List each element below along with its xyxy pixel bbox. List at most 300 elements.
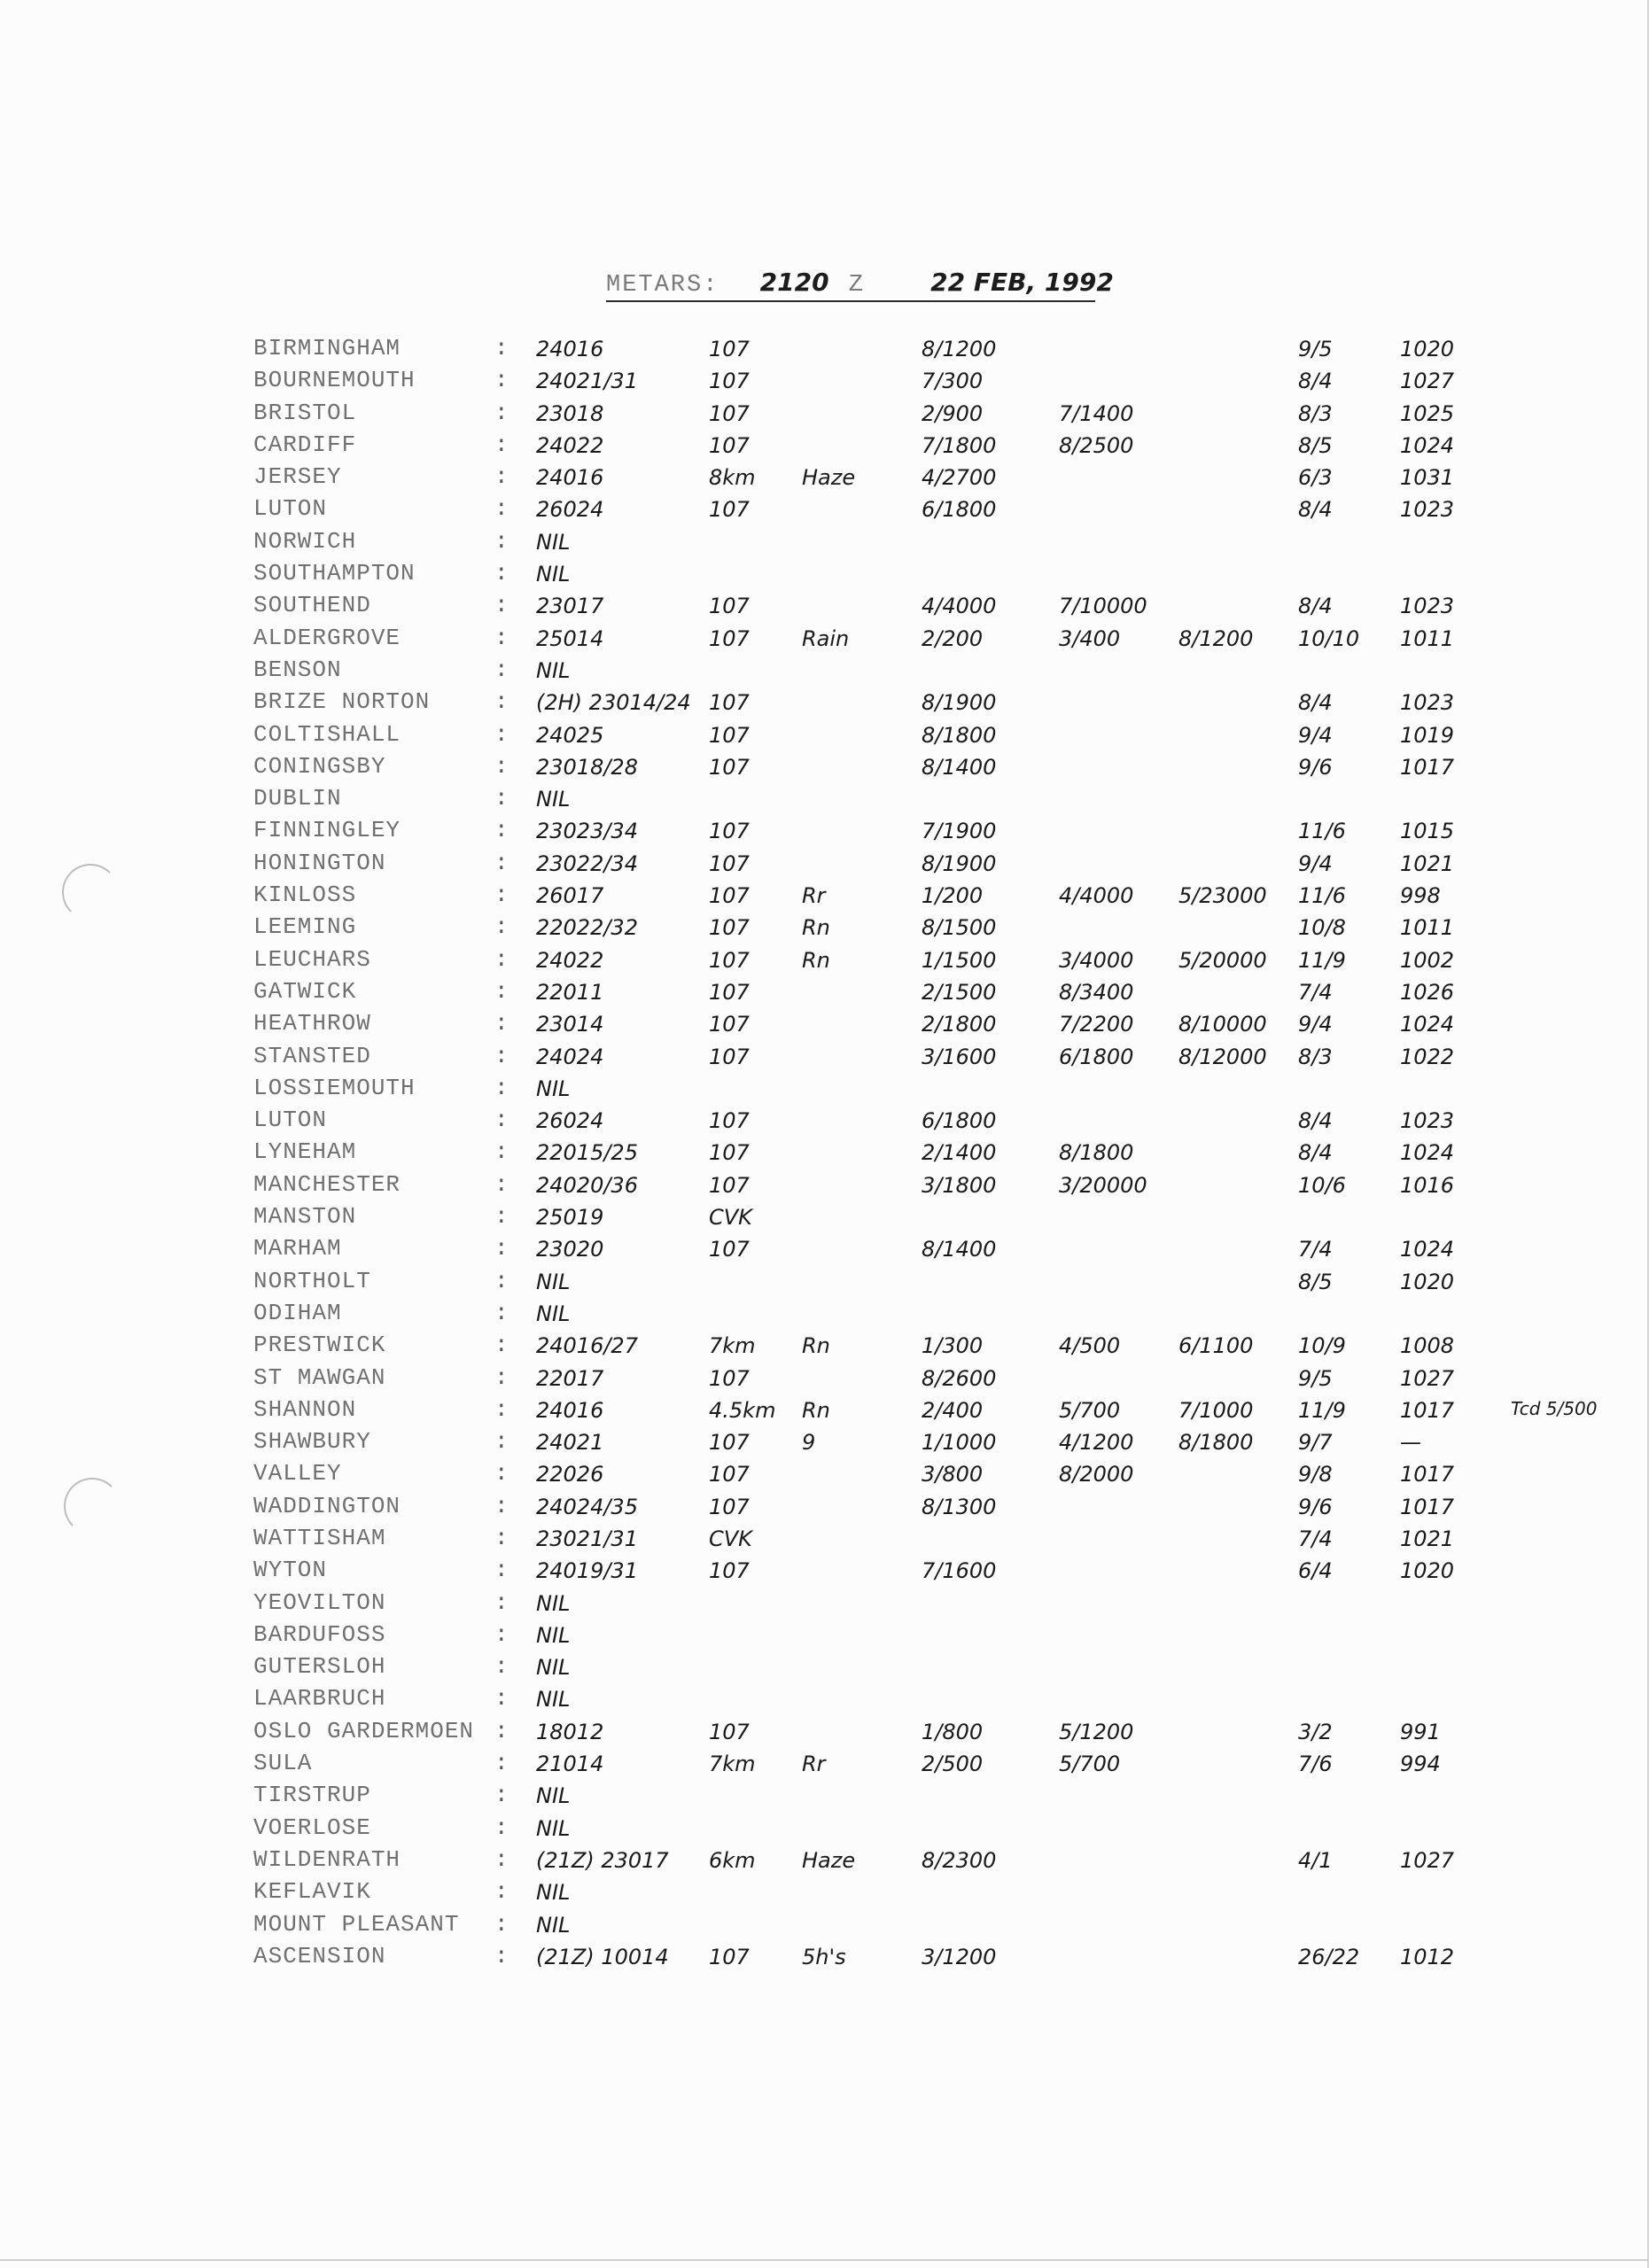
cloud-group-2: 4/1200	[1059, 1430, 1134, 1456]
wind-value: NIL	[536, 1269, 571, 1294]
visibility-value: 107	[709, 947, 750, 973]
temp-dewpoint-value: 6/3	[1298, 465, 1333, 491]
temp-dewpoint-value: 6/4	[1298, 1558, 1333, 1584]
metar-row	[0, 1138, 1649, 1170]
wind-value: 26024	[536, 497, 604, 523]
station-name: BARDUFOSS	[253, 1620, 386, 1648]
separator-colon: :	[494, 560, 509, 587]
separator-colon: :	[494, 1524, 509, 1551]
cloud-group-2: 6/1800	[1059, 1044, 1134, 1069]
separator-colon: :	[494, 431, 509, 458]
separator-colon: :	[494, 752, 509, 780]
visibility-value: 107	[709, 497, 750, 523]
visibility-value: 107	[709, 979, 750, 1005]
visibility-value: 107	[709, 883, 750, 909]
qnh-value: 1027	[1400, 1847, 1455, 1873]
qnh-value: 1023	[1400, 594, 1455, 619]
temp-dewpoint-value: 7/4	[1298, 1526, 1333, 1551]
separator-colon: :	[494, 1620, 509, 1648]
temp-dewpoint-value: 9/4	[1298, 722, 1333, 748]
visibility-value: 7km	[709, 1751, 756, 1777]
station-name: BRISTOL	[253, 399, 357, 426]
temp-dewpoint-value: 3/2	[1298, 1719, 1333, 1744]
station-name: JERSEY	[253, 463, 342, 491]
separator-colon: :	[494, 1170, 509, 1198]
temp-dewpoint-value: 9/5	[1298, 337, 1333, 361]
cloud-group-2: 4/4000	[1059, 883, 1134, 909]
weather-value: Rn	[802, 915, 830, 941]
station-name: WATTISHAM	[253, 1524, 386, 1551]
visibility-value: 107	[709, 850, 750, 876]
qnh-value: 1021	[1400, 850, 1455, 876]
visibility-value: 107	[709, 1172, 750, 1198]
visibility-value: 107	[709, 1140, 750, 1166]
station-name: BRIZE NORTON	[253, 688, 431, 716]
metar-row	[0, 367, 1649, 399]
temp-dewpoint-value: 7/4	[1298, 1237, 1333, 1262]
weather-value: 5h's	[802, 1944, 846, 1969]
separator-colon: :	[494, 882, 509, 909]
cloud-group-2: 4/500	[1059, 1333, 1121, 1359]
wind-value: 23021/31	[536, 1526, 638, 1551]
qnh-value: 1008	[1400, 1333, 1455, 1359]
wind-value: 22011	[536, 979, 604, 1005]
station-name: HEATHROW	[253, 1010, 371, 1037]
wind-value: 24016	[536, 1397, 604, 1423]
wind-value: (21Z) 10014	[536, 1944, 669, 1969]
wind-value: 22017	[536, 1365, 604, 1391]
cloud-group-1: 4/2700	[922, 465, 997, 491]
station-name: TIRSTRUP	[253, 1782, 371, 1809]
visibility-value: 107	[709, 754, 750, 780]
metar-row	[0, 1943, 1649, 1975]
qnh-value: 1020	[1400, 1558, 1455, 1584]
separator-colon: :	[494, 1332, 509, 1359]
metar-row	[0, 1203, 1649, 1235]
cloud-group-2: 7/1400	[1059, 400, 1134, 426]
cloud-group-2: 8/1800	[1059, 1140, 1134, 1166]
wind-value: NIL	[536, 657, 571, 683]
metar-row	[0, 1846, 1649, 1878]
wind-value: (21Z) 23017	[536, 1847, 669, 1873]
station-name: WILDENRATH	[253, 1845, 401, 1873]
station-name: CONINGSBY	[253, 752, 386, 780]
wind-value: 26024	[536, 1108, 604, 1134]
cloud-group-2: 3/4000	[1059, 947, 1134, 973]
separator-colon: :	[494, 1010, 509, 1037]
qnh-value: 1027	[1400, 1365, 1455, 1391]
temp-dewpoint-value: 8/4	[1298, 690, 1333, 716]
metar-row	[0, 1268, 1649, 1300]
metar-row	[0, 1300, 1649, 1332]
qnh-value: 1025	[1400, 400, 1455, 426]
qnh-value: 1016	[1400, 1172, 1455, 1198]
metar-row	[0, 1171, 1649, 1203]
cloud-group-1: 2/1400	[922, 1140, 997, 1166]
cloud-group-1: 6/1800	[922, 497, 997, 523]
metar-row	[0, 592, 1649, 624]
cloud-group-2: 5/700	[1059, 1397, 1121, 1423]
station-name: GUTERSLOH	[253, 1653, 386, 1681]
station-name: CARDIFF	[253, 431, 357, 458]
station-name: YEOVILTON	[253, 1588, 386, 1616]
visibility-value: 107	[709, 1365, 750, 1391]
metar-row	[0, 463, 1649, 495]
visibility-value: 107	[709, 1237, 750, 1262]
station-name: SHANNON	[253, 1395, 357, 1423]
cloud-group-1: 3/1200	[922, 1944, 997, 1969]
cloud-group-1: 8/1400	[922, 754, 997, 780]
cloud-group-2: 5/700	[1059, 1751, 1121, 1777]
metar-row	[0, 1750, 1649, 1782]
station-name: LEEMING	[253, 913, 357, 941]
visibility-value: 107	[709, 1944, 750, 1969]
cloud-group-3: 5/20000	[1178, 947, 1267, 973]
station-name: ASCENSION	[253, 1942, 386, 1969]
metar-row	[0, 817, 1649, 849]
wind-value: 23020	[536, 1237, 604, 1262]
metar-row	[0, 688, 1649, 720]
separator-colon: :	[494, 1460, 509, 1487]
cloud-group-1: 8/1400	[922, 1237, 997, 1262]
station-name: GATWICK	[253, 977, 357, 1005]
metar-row	[0, 528, 1649, 560]
metar-row	[0, 753, 1649, 785]
document-title	[606, 268, 1114, 307]
cloud-group-3: 5/23000	[1178, 883, 1267, 909]
cloud-group-2: 7/10000	[1059, 594, 1147, 619]
qnh-value: 1015	[1400, 819, 1455, 844]
station-name: BIRMINGHAM	[253, 335, 401, 361]
qnh-value: 1023	[1400, 690, 1455, 716]
wind-value: 24024/35	[536, 1494, 638, 1519]
metar-row	[0, 1043, 1649, 1075]
separator-colon: :	[494, 817, 509, 844]
metar-row	[0, 1107, 1649, 1138]
station-name: NORWICH	[253, 527, 357, 555]
cloud-group-3: 8/10000	[1178, 1012, 1267, 1037]
station-name: NORTHOLT	[253, 1267, 371, 1294]
cloud-group-1: 6/1800	[922, 1108, 997, 1134]
wind-value: NIL	[536, 1815, 571, 1841]
cloud-group-1: 2/500	[922, 1751, 984, 1777]
visibility-value: 107	[709, 594, 750, 619]
visibility-value: 107	[709, 1719, 750, 1744]
weather-value: 9	[802, 1430, 816, 1456]
wind-value: 24021	[536, 1430, 604, 1456]
temp-dewpoint-value: 8/3	[1298, 1044, 1333, 1069]
qnh-value: 1022	[1400, 1044, 1455, 1069]
cloud-group-1: 1/300	[922, 1333, 984, 1359]
station-name: WADDINGTON	[253, 1492, 401, 1519]
station-name: KINLOSS	[253, 882, 357, 909]
visibility-value: 107	[709, 690, 750, 716]
wind-value: 24016	[536, 337, 604, 361]
wind-value: NIL	[536, 562, 571, 587]
temp-dewpoint-value: 8/4	[1298, 1140, 1333, 1166]
separator-colon: :	[494, 849, 509, 876]
metar-row	[0, 1525, 1649, 1557]
visibility-value: 107	[709, 1108, 750, 1134]
visibility-value: 6km	[709, 1847, 756, 1873]
separator-colon: :	[494, 1782, 509, 1809]
separator-colon: :	[494, 1203, 509, 1231]
station-name: BENSON	[253, 656, 342, 683]
visibility-value: 107	[709, 722, 750, 748]
wind-value: NIL	[536, 1076, 571, 1101]
cloud-group-2: 8/3400	[1059, 979, 1134, 1005]
station-name: LUTON	[253, 495, 328, 523]
station-name: LUTON	[253, 1107, 328, 1134]
wind-value: 24024	[536, 1044, 604, 1069]
temp-dewpoint-value: 8/4	[1298, 594, 1333, 619]
metar-row	[0, 1332, 1649, 1363]
weather-value: Rn	[802, 1397, 830, 1423]
station-name: LYNEHAM	[253, 1138, 357, 1166]
visibility-value: 107	[709, 1494, 750, 1519]
wind-value: 24016/27	[536, 1333, 638, 1359]
wind-value: 18012	[536, 1719, 604, 1744]
cloud-group-1: 7/300	[922, 369, 984, 394]
weather-value: Rr	[802, 883, 826, 909]
qnh-value: 998	[1400, 883, 1441, 909]
wind-value: 24019/31	[536, 1558, 638, 1584]
temp-dewpoint-value: 9/5	[1298, 1365, 1333, 1391]
station-name: BOURNEMOUTH	[253, 367, 416, 394]
qnh-value: 991	[1400, 1719, 1441, 1744]
cloud-group-1: 3/1800	[922, 1172, 997, 1198]
cloud-group-1: 8/1900	[922, 850, 997, 876]
station-name: LEUCHARS	[253, 945, 371, 973]
cloud-group-1: 2/200	[922, 625, 984, 651]
separator-colon: :	[494, 335, 509, 361]
separator-colon: :	[494, 1138, 509, 1166]
qnh-value: —	[1400, 1430, 1421, 1456]
metar-row	[0, 978, 1649, 1010]
visibility-value: 107	[709, 819, 750, 844]
qnh-value: 1017	[1400, 1462, 1455, 1487]
wind-value: NIL	[536, 1912, 571, 1938]
cloud-group-1: 8/1500	[922, 915, 997, 941]
wind-value: NIL	[536, 1301, 571, 1326]
station-name: HONINGTON	[253, 849, 386, 876]
separator-colon: :	[494, 1267, 509, 1294]
qnh-value: 1024	[1400, 1237, 1455, 1262]
qnh-value: 1027	[1400, 369, 1455, 394]
wind-value: NIL	[536, 1590, 571, 1616]
wind-value: NIL	[536, 1783, 571, 1809]
visibility-value: 4.5km	[709, 1397, 776, 1423]
station-name: PRESTWICK	[253, 1332, 386, 1359]
wind-value: 23023/34	[536, 819, 638, 844]
station-name: OSLO GARDERMOEN	[253, 1717, 475, 1744]
cloud-group-1: 3/800	[922, 1462, 984, 1487]
separator-colon: :	[494, 592, 509, 619]
metar-row	[0, 1782, 1649, 1814]
qnh-value: 1002	[1400, 947, 1455, 973]
wind-value: 24022	[536, 947, 604, 973]
qnh-value: 1023	[1400, 497, 1455, 523]
separator-colon: :	[494, 1235, 509, 1262]
metar-row	[0, 1621, 1649, 1653]
temp-dewpoint-value: 11/6	[1298, 819, 1346, 844]
wind-value: 23018/28	[536, 754, 638, 780]
temp-dewpoint-value: 8/4	[1298, 369, 1333, 394]
station-name: ST MAWGAN	[253, 1363, 386, 1391]
cloud-group-2: 7/2200	[1059, 1012, 1134, 1037]
visibility-value: 107	[709, 625, 750, 651]
separator-colon: :	[494, 688, 509, 716]
qnh-value: 1019	[1400, 722, 1455, 748]
visibility-value: 107	[709, 432, 750, 458]
separator-colon: :	[494, 1878, 509, 1906]
station-name: MOUNT PLEASANT	[253, 1910, 460, 1938]
wind-value: (2H) 23014/24	[536, 690, 691, 716]
metar-row	[0, 946, 1649, 978]
station-name: SHAWBURY	[253, 1428, 371, 1456]
weather-value: Rn	[802, 1333, 830, 1359]
wind-value: 25014	[536, 625, 604, 651]
metar-row	[0, 1235, 1649, 1267]
station-name: WYTON	[253, 1557, 328, 1584]
separator-colon: :	[494, 1074, 509, 1101]
separator-colon: :	[494, 1588, 509, 1616]
metar-row	[0, 560, 1649, 592]
page-edge-bottom	[0, 2259, 1649, 2261]
cloud-group-1: 7/1600	[922, 1558, 997, 1584]
cloud-group-3: 8/1200	[1178, 625, 1254, 651]
metar-row	[0, 495, 1649, 527]
metar-row	[0, 1911, 1649, 1943]
station-name: MARHAM	[253, 1235, 342, 1262]
visibility-value: 107	[709, 1430, 750, 1456]
wind-value: NIL	[536, 1687, 571, 1713]
separator-colon: :	[494, 1685, 509, 1713]
cloud-group-1: 1/200	[922, 883, 984, 909]
qnh-value: 1017	[1400, 1397, 1455, 1423]
qnh-value: 1026	[1400, 979, 1455, 1005]
metar-row	[0, 1589, 1649, 1621]
wind-value: NIL	[536, 1655, 571, 1681]
cloud-group-1: 1/800	[922, 1719, 984, 1744]
metar-row	[0, 431, 1649, 463]
qnh-value: 1017	[1400, 1494, 1455, 1519]
wind-value: 24016	[536, 465, 604, 491]
temp-dewpoint-value: 26/22	[1298, 1944, 1360, 1969]
wind-value: 25019	[536, 1205, 604, 1231]
station-name: LAARBRUCH	[253, 1685, 386, 1713]
metar-row	[0, 1460, 1649, 1492]
station-name: COLTISHALL	[253, 720, 401, 748]
visibility-value: 107	[709, 1462, 750, 1487]
wind-value: NIL	[536, 529, 571, 555]
separator-colon: :	[494, 1395, 509, 1423]
visibility-value: 107	[709, 369, 750, 394]
wind-value: 24020/36	[536, 1172, 638, 1198]
metar-row	[0, 1396, 1649, 1428]
wind-value: 24021/31	[536, 369, 638, 394]
weather-value: Haze	[802, 1847, 856, 1873]
cloud-group-1: 2/400	[922, 1397, 984, 1423]
wind-value: 22015/25	[536, 1140, 638, 1166]
qnh-value: 1031	[1400, 465, 1455, 491]
separator-colon: :	[494, 495, 509, 523]
wind-value: 21014	[536, 1751, 604, 1777]
qnh-value: 1024	[1400, 432, 1455, 458]
cloud-group-3: 6/1100	[1178, 1333, 1254, 1359]
visibility-value: 8km	[709, 465, 756, 491]
cloud-group-1: 8/1800	[922, 722, 997, 748]
station-name: ALDERGROVE	[253, 624, 401, 651]
temp-dewpoint-value: 8/4	[1298, 1108, 1333, 1134]
temp-dewpoint-value: 9/8	[1298, 1462, 1333, 1487]
station-name: ODIHAM	[253, 1299, 342, 1326]
station-name: SOUTHAMPTON	[253, 560, 416, 587]
cloud-group-1: 8/2600	[922, 1365, 997, 1391]
cloud-group-1: 3/1600	[922, 1044, 997, 1069]
wind-value: 26017	[536, 883, 604, 909]
separator-colon: :	[494, 785, 509, 812]
metar-list	[0, 335, 1649, 1975]
metar-row	[0, 656, 1649, 688]
title-time: 2120	[759, 268, 829, 297]
station-name: VALLEY	[253, 1460, 342, 1487]
wind-value: 24025	[536, 722, 604, 748]
cloud-group-1: 2/1500	[922, 979, 997, 1005]
separator-colon: :	[494, 1717, 509, 1744]
metar-row	[0, 1493, 1649, 1525]
wind-value: 23018	[536, 400, 604, 426]
separator-colon: :	[494, 1845, 509, 1873]
station-name: FINNINGLEY	[253, 817, 401, 844]
cloud-group-2: 3/20000	[1059, 1172, 1147, 1198]
title-underline	[606, 300, 1095, 302]
metar-row	[0, 1557, 1649, 1588]
qnh-value: 994	[1400, 1751, 1441, 1777]
wind-value: NIL	[536, 1880, 571, 1906]
temp-dewpoint-value: 9/4	[1298, 850, 1333, 876]
station-name: SOUTHEND	[253, 592, 371, 619]
metar-row	[0, 1814, 1649, 1846]
qnh-value: 1021	[1400, 1526, 1455, 1551]
trend-note: Tcd 5/500	[1511, 1397, 1598, 1419]
metar-row	[0, 1653, 1649, 1685]
temp-dewpoint-value: 8/5	[1298, 1269, 1333, 1294]
separator-colon: :	[494, 624, 509, 651]
temp-dewpoint-value: 9/7	[1298, 1430, 1333, 1456]
metar-row	[0, 1075, 1649, 1107]
temp-dewpoint-value: 8/5	[1298, 432, 1333, 458]
station-name: LOSSIEMOUTH	[253, 1074, 416, 1101]
metar-row	[0, 1685, 1649, 1717]
qnh-value: 1011	[1400, 625, 1455, 651]
separator-colon: :	[494, 1107, 509, 1134]
title-zone: Z	[848, 272, 863, 299]
cloud-group-1: 8/1300	[922, 1494, 997, 1519]
qnh-value: 1023	[1400, 1108, 1455, 1134]
qnh-value: 1024	[1400, 1012, 1455, 1037]
temp-dewpoint-value: 11/6	[1298, 883, 1346, 909]
metar-row	[0, 913, 1649, 945]
metar-row	[0, 400, 1649, 431]
qnh-value: 1017	[1400, 754, 1455, 780]
cloud-group-2: 8/2500	[1059, 432, 1134, 458]
separator-colon: :	[494, 1750, 509, 1777]
qnh-value: 1020	[1400, 1269, 1455, 1294]
temp-dewpoint-value: 11/9	[1298, 947, 1346, 973]
wind-value: NIL	[536, 787, 571, 812]
cloud-group-2: 5/1200	[1059, 1719, 1134, 1744]
